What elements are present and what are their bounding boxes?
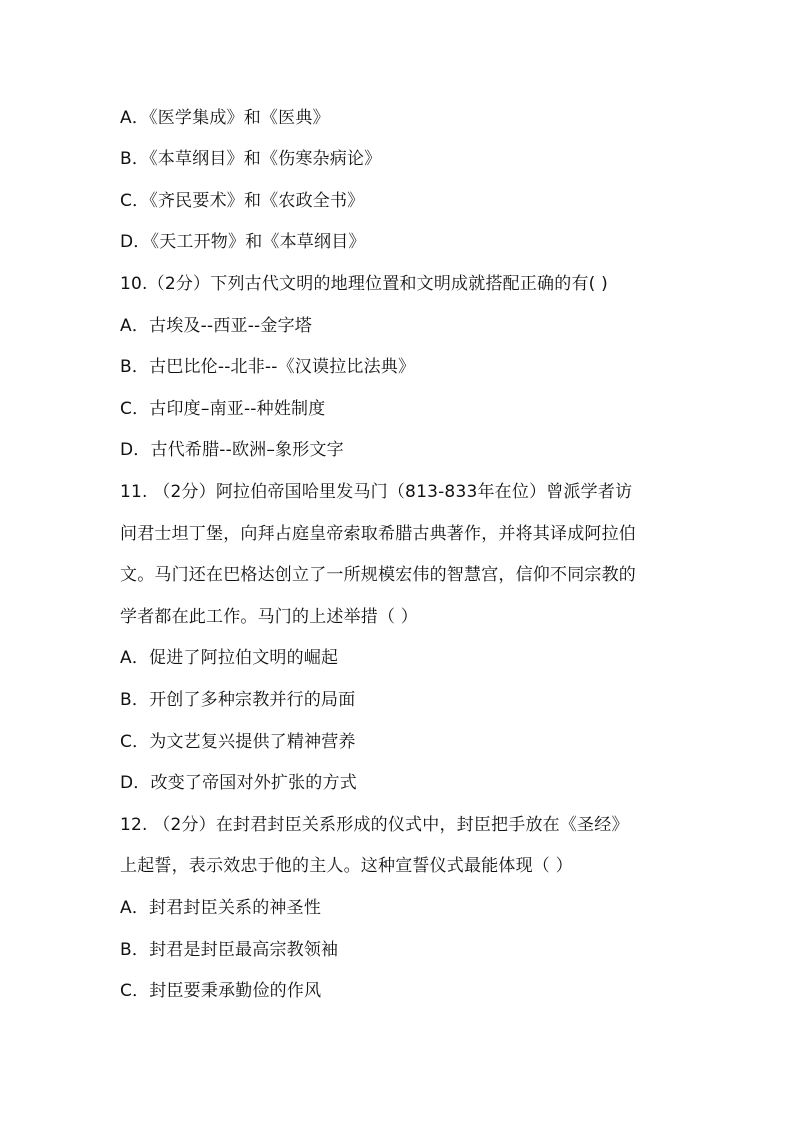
q12-option-c: C．封臣要秉承勤俭的作风 — [120, 981, 322, 1001]
q11-stem-line: 问君士坦丁堡，向拜占庭皇帝索取希腊古典著作，并将其译成阿拉伯 — [120, 524, 636, 544]
q11-option-d: D．改变了帝国对外扩张的方式 — [120, 773, 357, 793]
q9-option-a: A．《医学集成》和《医典》 — [120, 108, 330, 128]
q10-option-a: A．古埃及--西亚--金字塔 — [120, 316, 312, 336]
q12-option-b: B．封君是封臣最高宗教领袖 — [120, 940, 339, 960]
q12-option-a: A．封君封臣关系的神圣性 — [120, 898, 322, 918]
q11-option-a: A．促进了阿拉伯文明的崛起 — [120, 648, 339, 668]
q12-stem-line: 上起誓，表示效忠于他的主人。这种宣誓仪式最能体现（ ） — [120, 856, 573, 876]
q9-option-d: D．《天工开物》和《本草纲目》 — [120, 232, 366, 252]
q10-stem: 10.（2分）下列古代文明的地理位置和文明成就搭配正确的有( ) — [120, 274, 608, 294]
q10-option-c: C．古印度–南亚--种姓制度 — [120, 399, 326, 419]
q10-option-d: D．古代希腊--欧洲–象形文字 — [120, 440, 344, 460]
q11-option-b: B．开创了多种宗教并行的局面 — [120, 690, 356, 710]
q12-stem-line: 12. （2分）在封君封臣关系形成的仪式中，封臣把手放在《圣经》 — [120, 815, 629, 835]
q11-option-c: C．为文艺复兴提供了精神营养 — [120, 732, 356, 752]
q9-option-c: C．《齐民要术》和《农政全书》 — [120, 191, 365, 211]
q11-stem-line: 11. （2分）阿拉伯帝国哈里发马门（813-833年在位）曾派学者访 — [120, 482, 633, 502]
q9-option-b: B．《本草纲目》和《伤寒杂病论》 — [120, 149, 382, 169]
q11-stem-line: 文。马门还在巴格达创立了一所规模宏伟的智慧宫，信仰不同宗教的 — [120, 565, 636, 585]
q11-stem-line: 学者都在此工作。马门的上述举措（ ） — [120, 607, 419, 627]
q10-option-b: B．古巴比伦--北非--《汉谟拉比法典》 — [120, 357, 416, 377]
